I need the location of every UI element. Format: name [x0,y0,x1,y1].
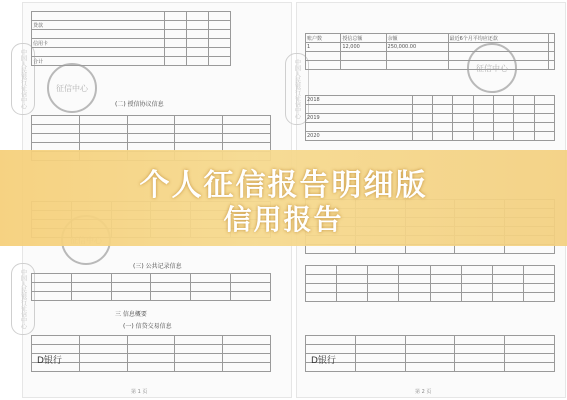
center-stamp: 征信中心 [467,43,517,93]
public-record-table [31,273,271,301]
center-stamp: 征信中心 [47,63,97,113]
repayment-grid [305,265,555,302]
bank-label: D银行 [311,356,336,366]
section-title: (二) 授信协议信息 [115,101,164,108]
account-table: 账户数 授信总额 余额 最近6个月平均应还款 1 12,000 250,000.00 [305,33,555,70]
summary-table: 贷款 信用卡 合计 [31,11,231,66]
side-seal: 中国人民银行征信中心 [11,43,35,115]
bank-label: D银行 [37,356,62,366]
side-seal: 中国人民银行征信中心 [11,263,35,335]
page-number: 第 2 页 [415,389,432,395]
credit-summary-table [31,335,271,372]
section-title: 三 信息概要 [115,311,147,318]
banner-title-line-2: 信用报告 [223,204,344,235]
repayment-grid: 2018 2019 2020 [305,95,555,141]
credit-summary-table [305,335,555,372]
section-title: (三) 公共记录信息 [133,263,182,270]
side-seal: 中国人民银行征信中心 [285,53,309,125]
section-subtitle: (一) 信贷交易信息 [123,323,172,330]
banner-title-line-1: 个人征信报告明细版 [139,169,428,202]
page-number: 第 1 页 [131,389,148,395]
